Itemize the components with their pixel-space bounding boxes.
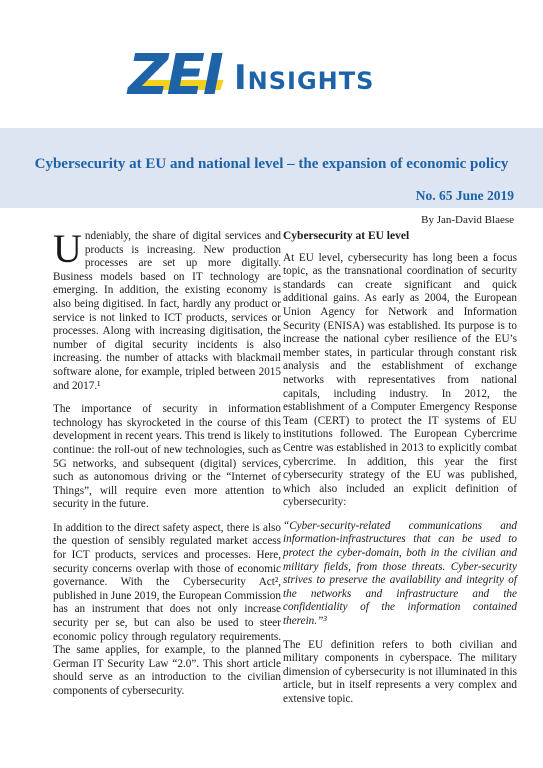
logo-product-text: Insights (234, 58, 375, 98)
paragraph-eu-level: At EU level, cybersecurity has long been a focus topic, as the transnational coordination of security standards can create significant and quick additional gains. As early as 2004, the European Union Agency for Network and Information Security (ENISA) was established. Its purpose is to increase the national cyber resilience of the EU’s member states, in particular through constant risk analysis and the establishment of exchange networks with representatives from national capitals, including industry. In 2012, the establishment of a Computer Emergency Response Team (CERT) to protect the IT systems of EU institutions followed. The European Cybercrime Centre was established in 2013 to explicitly combat cybercrime. In addition, this year the first cybersecurity strategy of the EU was published, which also included an explicit definition of cybersecurity: (283, 251, 517, 509)
issue-number-date: No. 65 June 2019 (415, 188, 514, 203)
drop-cap: U (53, 226, 82, 271)
right-column (283, 230, 517, 717)
paragraph-security-importance: The importance of security in information technology has skyrocketed in the course of this development in recent years. This trend is likely to continue: the roll-out of new technologies, such as 5G networks, and subsequent (digital) services, such as autonomous driving or the “Internet of Things”, will require even more attention to security in the future. (53, 403, 281, 511)
left-column (53, 226, 281, 709)
intro-paragraph (53, 226, 281, 393)
article-title: Cybersecurity at EU and national level – the expansion of economic policy (34, 156, 509, 172)
zei-insights-logo (128, 44, 428, 108)
definition-quote: “Cyber-security-related communications and information-infrastructures that can be used to protect the cyber-domain, both in the civilian and military fields, from those threats. Cyber-security strives to preserve the availability and integrity of the networks and infrastructure and the confidentiality of the information contained therein.”³ (283, 519, 517, 628)
paragraph-market-access: In addition to the direct safety aspect, there is also the question of sensibly regulated market access for ICT products, services and processes. Here, security concerns overlap with those of economic governance. With the Cybersecurity Act², published in June 2019, the European Commission has an instrument that does not only increase security per se, but can also be used to steer economic policy through regulatory requirements. The same applies, for example, to the planned German IT Security Law “2.0”. This short article should serve as an introduction to the civilian components of cybersecurity. (53, 521, 281, 697)
section-heading-eu-level: Cybersecurity at EU level (283, 230, 410, 242)
intro-text: ndeniably, the share of digital services and products is increasing. New production processes are set up more digitally. Business models based on IT technology are emerging. In addition, the existing economy is also being digitised. In fact, hardly any product or service is not linked to ICT products, services or processes. Along with increasing digitisation, the number of digital security incidents is also increasing. the number of attacks with blackmail software alone, for example, tripled between 2015 and 2017.¹ (53, 230, 281, 392)
logo-brand-text: ZEI (128, 43, 222, 108)
author-byline: By Jan-David Blaese (421, 214, 514, 226)
title-band (0, 128, 543, 208)
paragraph-eu-definition: The EU definition refers to both civilian and military components in cyberspace. The military dimension of cybersecurity is not illuminated in this article, but in itself represents a very complex and extensive topic. (283, 638, 517, 705)
